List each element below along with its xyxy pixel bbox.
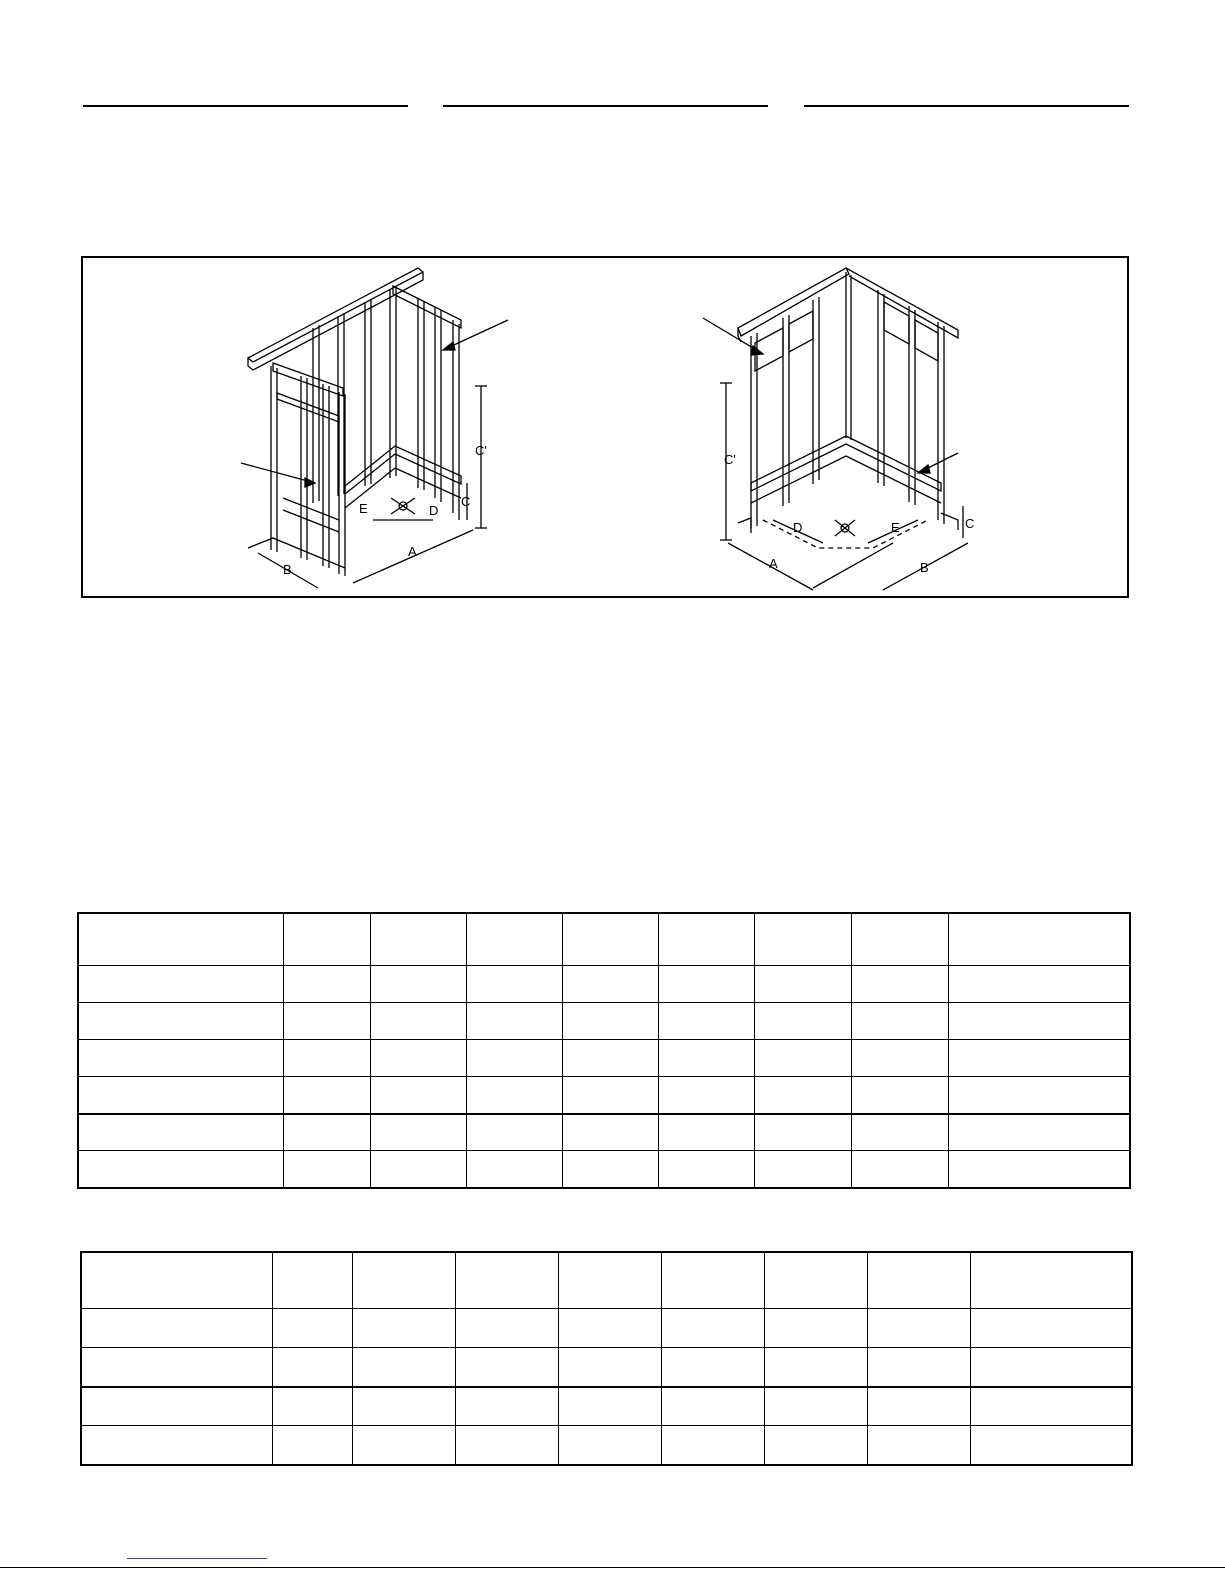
table-cell [765,1348,868,1387]
table-cell [562,1077,658,1114]
table-cell [562,914,658,966]
table-cell [948,1114,1129,1151]
table-cell [370,1114,466,1151]
table-cell [765,1387,868,1426]
table-cell [868,1426,971,1465]
table-cell [370,966,466,1003]
table-cell [755,1077,852,1114]
right-label-c-prime: C' [724,452,736,467]
table-cell [456,1426,559,1465]
table-header-row [82,1253,1132,1309]
table-cell [852,966,948,1003]
table-cell [559,1309,662,1348]
table-cell [273,1387,353,1426]
dimension-table-2 [81,1252,1132,1465]
table-cell [755,1040,852,1077]
table-cell [755,1114,852,1151]
table-cell [662,1348,765,1387]
framing-figure [81,256,1129,598]
table-cell [765,1426,868,1465]
table-row [82,1387,1132,1426]
table-cell [971,1387,1132,1426]
table-cell [662,1387,765,1426]
table-cell [868,1309,971,1348]
header-rule-right [804,105,1129,107]
table-cell [948,1151,1129,1188]
table-row [79,1151,1130,1188]
table-cell [466,1077,562,1114]
right-label-c: C [965,516,975,531]
table-cell [273,1426,353,1465]
table-cell [559,1348,662,1387]
left-label-a: A [408,544,417,559]
right-label-e: E [891,520,900,535]
table-cell [852,1114,948,1151]
table-cell [559,1387,662,1426]
table-cell [466,966,562,1003]
table-cell [79,1077,284,1114]
header-rule-left [83,105,408,107]
table-cell [971,1426,1132,1465]
table-cell [79,1114,284,1151]
table-cell [562,1114,658,1151]
table-cell [370,1077,466,1114]
table-cell [466,1040,562,1077]
table-cell [852,1040,948,1077]
table-cell [868,1348,971,1387]
table-row [79,966,1130,1003]
table-cell [370,1151,466,1188]
table-cell [852,1151,948,1188]
left-framing-diagram [241,268,508,588]
table-cell [456,1387,559,1426]
table-cell [353,1253,456,1309]
table-row [79,1077,1130,1114]
dimension-table-1 [78,913,1130,1188]
table-cell [370,1040,466,1077]
table-cell [79,1151,284,1188]
table-cell [659,1077,755,1114]
table-cell [79,914,284,966]
table-row [82,1309,1132,1348]
table-cell [456,1309,559,1348]
table-cell [662,1309,765,1348]
table-cell [353,1309,456,1348]
table-cell [456,1348,559,1387]
right-label-a: A [769,556,778,571]
table-cell [662,1253,765,1309]
footer-rule [0,1567,1225,1568]
table-cell [562,1040,658,1077]
table-row [79,1114,1130,1151]
table-cell [456,1253,559,1309]
table-cell [82,1348,273,1387]
table-cell [852,914,948,966]
table-cell [353,1426,456,1465]
table-cell [82,1309,273,1348]
table-cell [284,1003,370,1040]
table-cell [82,1387,273,1426]
left-label-d: D [429,503,439,518]
table-cell [562,1151,658,1188]
table-cell [82,1426,273,1465]
table-cell [273,1348,353,1387]
framing-diagrams [83,258,1131,600]
table-cell [284,1077,370,1114]
table-header-row [79,914,1130,966]
table-cell [755,914,852,966]
table-cell [466,914,562,966]
table-row [82,1348,1132,1387]
header-rule-center [443,105,768,107]
table-cell [466,1151,562,1188]
table-cell [466,1114,562,1151]
table-cell [284,966,370,1003]
table-cell [284,1114,370,1151]
table-cell [868,1387,971,1426]
table-cell [852,1003,948,1040]
table-cell [659,1151,755,1188]
table-cell [755,966,852,1003]
table-cell [559,1426,662,1465]
table-row [79,1040,1130,1077]
left-label-c-prime: C' [475,443,487,458]
table-cell [765,1309,868,1348]
table-row [79,1003,1130,1040]
table-cell [755,1003,852,1040]
table-cell [971,1348,1132,1387]
table-cell [559,1253,662,1309]
table-cell [284,914,370,966]
table-cell [273,1309,353,1348]
table-cell [659,966,755,1003]
right-label-d: D [793,520,803,535]
table-cell [370,1003,466,1040]
table-cell [765,1253,868,1309]
table-cell [971,1253,1132,1309]
table-cell [353,1348,456,1387]
table-cell [852,1077,948,1114]
table-cell [79,966,284,1003]
right-label-b: B [920,560,929,575]
left-label-e: E [359,501,368,516]
table-cell [562,966,658,1003]
table-cell [659,914,755,966]
table-cell [868,1253,971,1309]
table-cell [79,1040,284,1077]
table-cell [948,1077,1129,1114]
table-cell [79,1003,284,1040]
table-cell [948,1003,1129,1040]
table-cell [659,1040,755,1077]
table-cell [562,1003,658,1040]
table-cell [948,914,1129,966]
left-label-c: C [461,494,471,509]
table-cell [273,1253,353,1309]
table-cell [284,1040,370,1077]
table-cell [755,1151,852,1188]
table-cell [662,1426,765,1465]
left-label-b: B [283,562,292,577]
table-cell [971,1309,1132,1348]
table-cell [353,1387,456,1426]
footer-link-underline[interactable] [127,1558,267,1559]
table-cell [948,966,1129,1003]
table-cell [284,1151,370,1188]
table-cell [370,914,466,966]
table-cell [466,1003,562,1040]
table-cell [659,1003,755,1040]
right-framing-diagram [703,268,968,590]
table-row [82,1426,1132,1465]
table-cell [82,1253,273,1309]
table-cell [948,1040,1129,1077]
table-cell [659,1114,755,1151]
